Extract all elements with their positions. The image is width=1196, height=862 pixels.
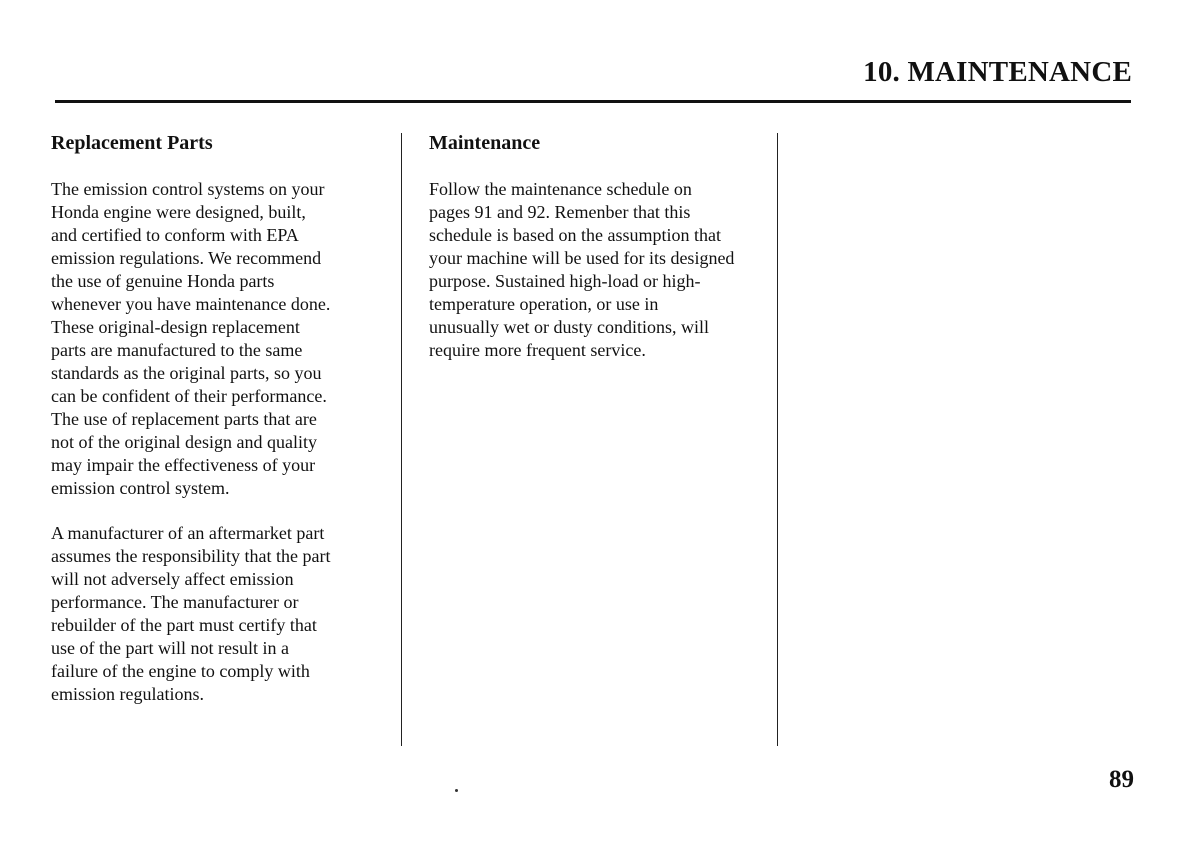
text-line: not of the original design and quality (51, 432, 317, 452)
column-divider-1 (401, 133, 402, 746)
text-line: the use of genuine Honda parts (51, 271, 275, 291)
text-line: parts are manufactured to the same (51, 340, 303, 360)
text-line: Follow the maintenance schedule on (429, 179, 692, 199)
scan-speck (455, 789, 458, 792)
text-line: performance. The manufacturer or (51, 592, 299, 612)
text-line: standards as the original parts, so you (51, 363, 322, 383)
replacement-parts-section (51, 130, 381, 706)
replacement-parts-heading: Replacement Parts (51, 132, 213, 154)
page-number: 89 (1109, 766, 1134, 793)
text-line: unusually wet or dusty conditions, will (429, 317, 709, 337)
text-line: Honda engine were designed, built, (51, 202, 306, 222)
text-line: will not adversely affect emission (51, 569, 294, 589)
text-line: emission control system. (51, 478, 230, 498)
text-line: your machine will be used for its designed (429, 248, 735, 268)
text-line: require more frequent service. (429, 340, 646, 360)
text-line: assumes the responsibility that the part (51, 546, 331, 566)
text-line: pages 91 and 92. Remenber that this (429, 202, 691, 222)
text-line: The use of replacement parts that are (51, 409, 317, 429)
text-line: These original-design replacement (51, 317, 300, 337)
text-line: emission regulations. We recommend (51, 248, 322, 268)
replacement-parts-paragraph-2 (51, 522, 381, 706)
text-line: emission regulations. (51, 684, 204, 704)
replacement-parts-paragraph-1 (51, 178, 381, 500)
maintenance-paragraph-1 (429, 178, 769, 362)
maintenance-heading: Maintenance (429, 132, 541, 154)
text-line: purpose. Sustained high-load or high- (429, 271, 701, 291)
text-line: and certified to conform with EPA (51, 225, 299, 245)
text-line: whenever you have maintenance done. (51, 294, 331, 314)
maintenance-section (429, 130, 769, 362)
header-rule (55, 100, 1131, 103)
text-line: use of the part will not result in a (51, 638, 289, 658)
chapter-title: 10. MAINTENANCE (863, 56, 1132, 88)
text-line: rebuilder of the part must certify that (51, 615, 317, 635)
text-line: schedule is based on the assumption that (429, 225, 721, 245)
text-line: The emission control systems on your (51, 179, 325, 199)
text-line: can be confident of their performance. (51, 386, 327, 406)
text-line: A manufacturer of an aftermarket part (51, 523, 325, 543)
column-divider-2 (777, 133, 778, 746)
text-line: may impair the effectiveness of your (51, 455, 316, 475)
text-line: temperature operation, or use in (429, 294, 659, 314)
text-line: failure of the engine to comply with (51, 661, 310, 681)
